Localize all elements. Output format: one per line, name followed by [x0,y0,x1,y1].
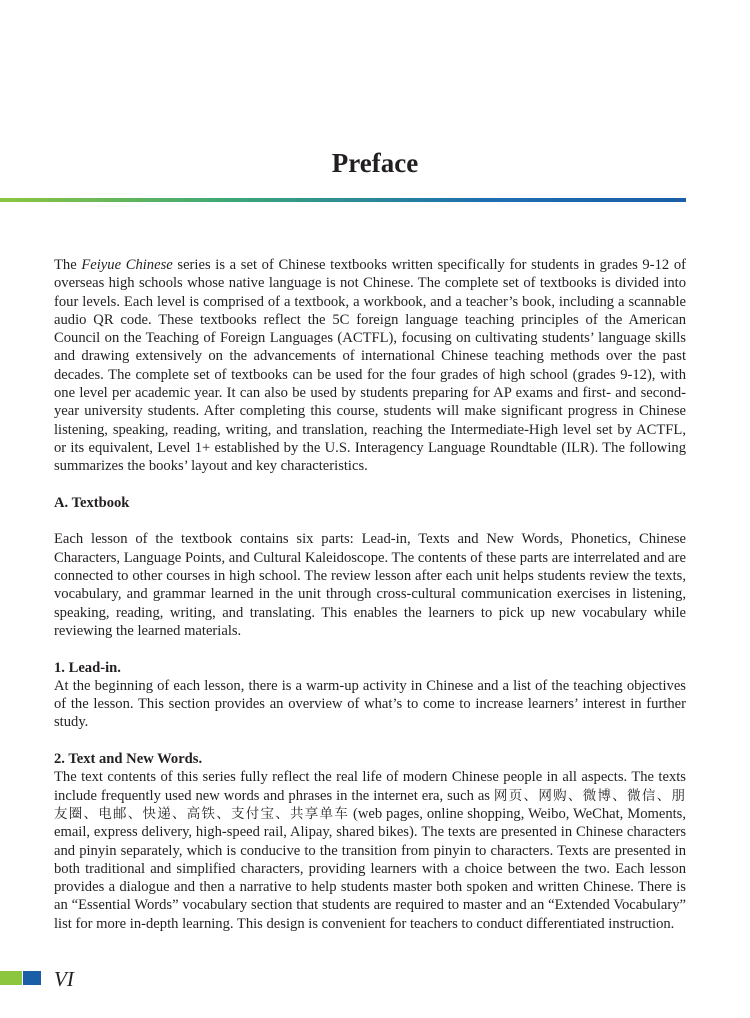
page-title: Preface [331,148,419,178]
page-number: VI [54,967,74,991]
intro-text: series is a set of Chinese textbooks written specifically for students in grades 9-12 of overseas high schools whose native language is not Chinese. The complete set of textbooks is divided into four levels. Each level is comprised of a textbook, a workbook, and a teacher’s book, including a scannable audio QR code. These textbooks reflect the 5C foreign language teaching principles of the American Council on the Teaching of Foreign Languages (ACTFL), focusing on cultivating students’ language skills and drawing extensively on the advancements of international Chinese teaching methods over the past decades. The complete set of textbooks can be used for the four grades of high school (grades 9-12), with one level per academic year. It can also be used by students preparing for AP exams and first- and second-year university students. After completing this course, students will make significant progress in Chinese listening, speaking, reading, writing, and translation, reaching the Intermediate-High level set by ACTFL, or its equivalent, Level 1+ established by the U.S. Interagency Language Roundtable (ILR). The following summarizes the books’ layout and key characteristics. [54,257,686,475]
page-body [54,256,686,933]
title-divider [0,198,686,202]
footer-accent-blue [23,971,41,985]
footer-accent-green [0,971,22,985]
item-2-heading: 2. Text and New Words. [54,751,203,768]
chinese-terms: 网页、网购、微博、微信、朋友圈、电邮、快递、高铁、支付宝、共享单车 [54,787,686,822]
item-2-paragraph [54,768,686,933]
intro-prefix: The [54,257,82,273]
item-1-heading: 1. Lead-in. [54,659,121,676]
item-2-text-before: The text contents of this series fully reflect the real life of modern Chinese people in all aspects. The texts include frequently used new words and phrases in the internet era, such as [54,769,686,804]
section-a-paragraph: Each lesson of the textbook contains six parts: Lead-in, Texts and New Words, Phonetics, Chinese Characters, Language Points, and Cultural Kaleidoscope. The contents of these parts are interrelated and are connected to other courses in high school. The review lesson after each unit helps students review the texts, vocabulary, and grammar learned in the unit through cross-cultural communication exercises in listening, speaking, reading, writing, and translating. This enables the learners to pick up new vocabulary while reviewing the learned materials. [54,531,686,639]
item-1-paragraph: At the beginning of each lesson, there is a warm-up activity in Chinese and a list of the teaching objectives of the lesson. This section provides an overview of what’s to come to increase learners’ interest in further study. [54,677,686,731]
intro-paragraph [54,256,686,476]
item-2-text-after: (web pages, online shopping, Weibo, WeChat, Moments, email, express delivery, high-speed rail, Alipay, shared bikes). The texts are presented in Chinese characters and pinyin separately, which is conducive to the transition from pinyin to characters. Texts are presented in both traditional and simplified characters, providing learners with a choice between the two. Each lesson provides a dialogue and then a narrative to help students master both spoken and written Chinese. There is an “Essential Words” vocabulary section that students are required to master and an “Extended Vocabulary” list for more in-depth learning. This design is convenient for teachers to conduct differentiated instruction. [54,805,687,932]
series-name: Feiyue Chinese [81,257,173,273]
section-a-heading: A. Textbook [54,494,130,511]
